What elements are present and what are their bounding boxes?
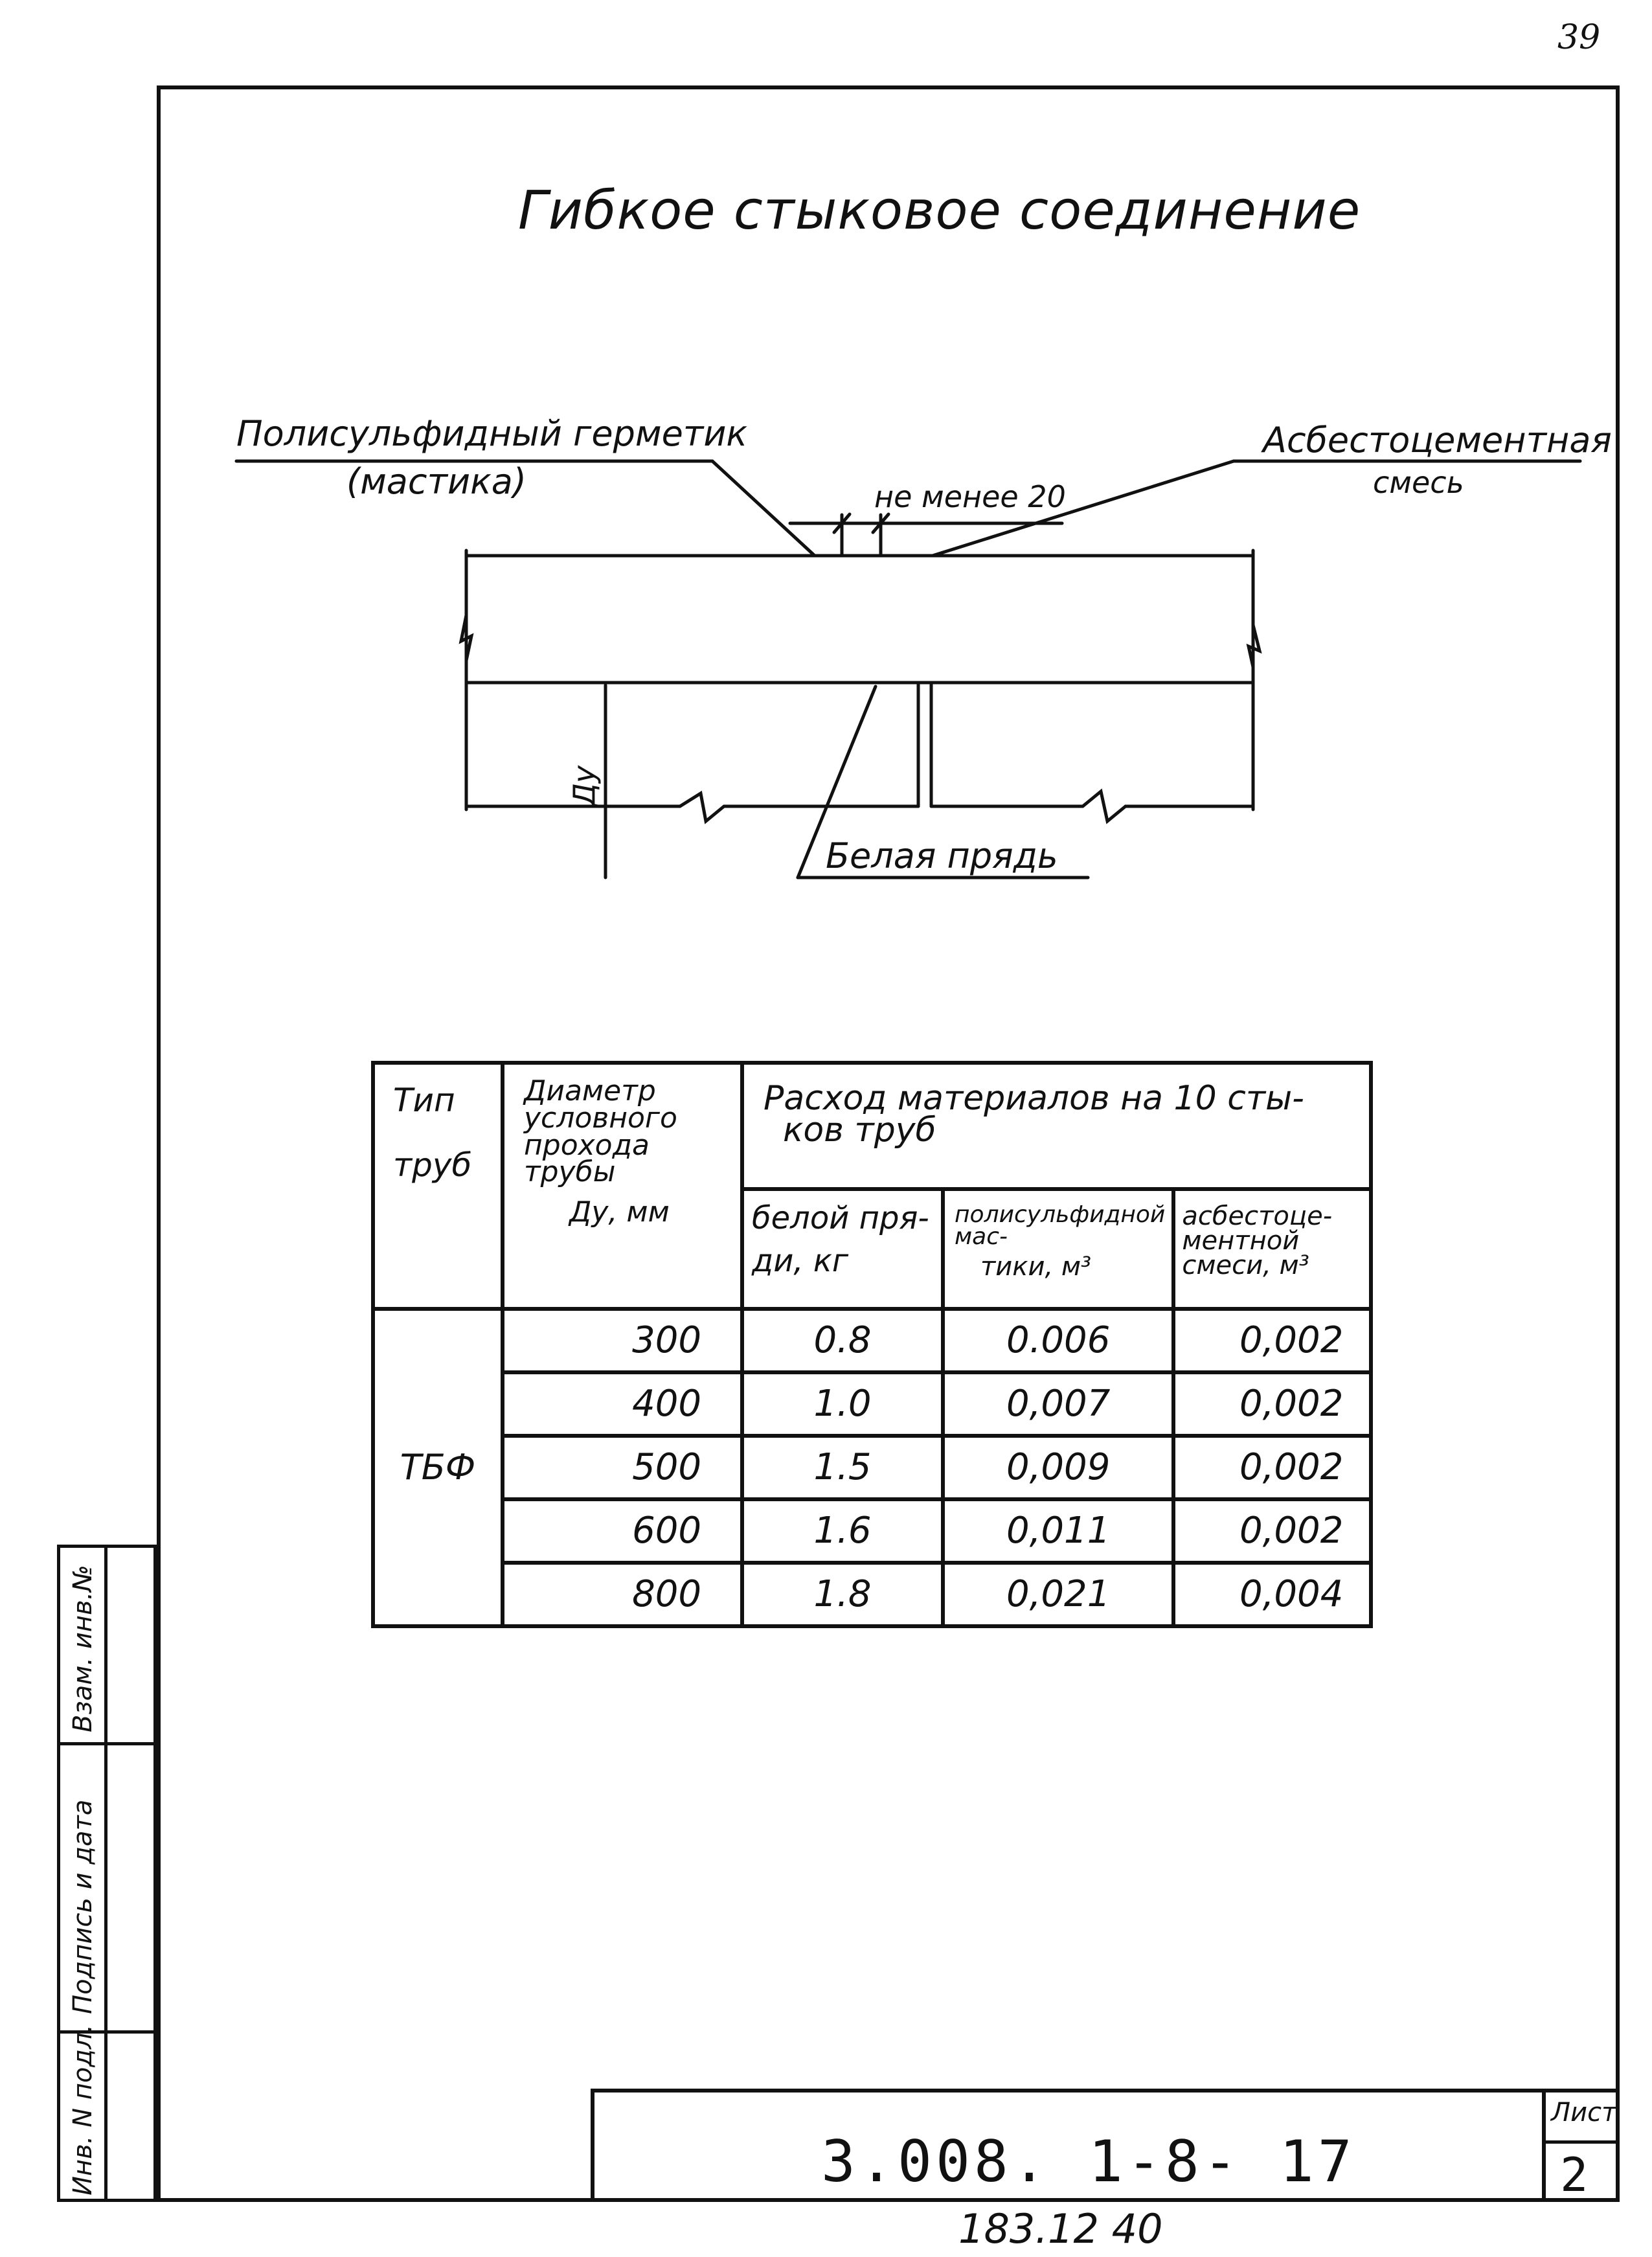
strand-cell: 0.8: [742, 1309, 943, 1372]
table-header-row-1: [373, 1063, 1371, 1189]
table-row: [373, 1563, 1371, 1626]
strand-cell: 1.0: [742, 1372, 943, 1436]
header-diameter: [503, 1063, 742, 1309]
title-block: [591, 2089, 1620, 2202]
header-asbestos-line1: асбестоце-: [1182, 1201, 1333, 1231]
header-diameter-line2: условного: [524, 1101, 677, 1135]
page-number: 39: [1557, 18, 1601, 57]
dy-cell: 500: [503, 1436, 742, 1499]
min-gap-label: не менее 20: [874, 479, 1066, 514]
sealant-label-line1: Полисульфидный герметик: [236, 413, 748, 454]
dy-cell: 400: [503, 1372, 742, 1436]
header-strand: [742, 1189, 943, 1309]
asbestos-cell: 0,002: [1173, 1436, 1371, 1499]
sealant-cell: 0,007: [943, 1372, 1173, 1436]
strand-cell: 1.5: [742, 1436, 943, 1499]
dy-label: Ду: [567, 765, 602, 806]
asbestos-cell: 0,002: [1173, 1372, 1371, 1436]
header-diameter-line3: прохода: [524, 1128, 650, 1162]
header-asbestos-line3: смеси, м³: [1182, 1251, 1309, 1280]
sealant-cell: 0,009: [943, 1436, 1173, 1499]
asbestos-cell: 0,002: [1173, 1499, 1371, 1563]
sealant-cell: 0,011: [943, 1499, 1173, 1563]
header-sealant: [943, 1189, 1173, 1309]
document-code: 3.008. 1-8- 17: [821, 2128, 1356, 2195]
header-strand-line1: белой пря-: [752, 1200, 929, 1236]
header-asbestos-line2: ментной: [1182, 1226, 1300, 1256]
asbestos-cell: 0,004: [1173, 1563, 1371, 1626]
sealant-cell: 0,021: [943, 1563, 1173, 1626]
dy-cell: 800: [503, 1563, 742, 1626]
asbestos-label-line2: смесь: [1373, 465, 1464, 500]
stamp-inv-orig: Инв. N подл.: [68, 2024, 98, 2195]
pipe-type-cell: ТБФ: [373, 1309, 503, 1626]
sheet-label: Лист: [1551, 2098, 1617, 2127]
sheet-number: 2: [1560, 2148, 1589, 2202]
strand-label: Белая прядь: [826, 835, 1058, 876]
header-consumption: [742, 1063, 1371, 1189]
header-pipe-type: [373, 1063, 503, 1309]
bottom-code: 183.12 40: [958, 2205, 1163, 2252]
strand-cell: 1.8: [742, 1563, 943, 1626]
header-sealant-line1: полисульфидной мас-: [955, 1201, 1166, 1251]
materials-table: [371, 1061, 1373, 1628]
header-pipe-type-line1: Тип: [393, 1082, 455, 1119]
header-diameter-line4: трубы: [524, 1155, 616, 1189]
header-sealant-line2: тики, м³: [980, 1252, 1092, 1282]
sealant-label-line2: (мастика): [346, 461, 526, 502]
header-pipe-type-line2: труб: [393, 1146, 472, 1184]
stamp-inv-replace: Взам. инв.№: [68, 1565, 98, 1732]
asbestos-label-line1: Асбестоцементная: [1263, 420, 1612, 460]
side-stamp-separator: [60, 1742, 153, 1745]
table-row: [373, 1499, 1371, 1563]
sealant-cell: 0.006: [943, 1309, 1173, 1372]
table-row: [373, 1372, 1371, 1436]
header-asbestos: [1173, 1189, 1371, 1309]
header-diameter-line1: Диаметр: [524, 1074, 656, 1107]
asbestos-cell: 0,002: [1173, 1309, 1371, 1372]
table-row: [373, 1436, 1371, 1499]
dy-cell: 600: [503, 1499, 742, 1563]
dy-cell: 300: [503, 1309, 742, 1372]
header-consumption-line2: ков труб: [783, 1111, 936, 1150]
side-stamp-divider: [104, 1548, 107, 2199]
sheet-number-box: [1546, 2140, 1620, 2202]
stamp-sign-date: Подпись и дата: [68, 1799, 98, 2014]
header-consumption-line1: Расход материалов на 10 сты-: [764, 1079, 1304, 1118]
page-title: Гибкое стыковое соединение: [518, 180, 1361, 242]
strand-cell: 1.6: [742, 1499, 943, 1563]
header-diameter-line5: Ду, мм: [569, 1196, 670, 1229]
side-stamp: [57, 1545, 157, 2202]
sheet-box: [1542, 2093, 1620, 2202]
table-row: [373, 1309, 1371, 1372]
header-strand-line2: ди, кг: [752, 1242, 849, 1279]
